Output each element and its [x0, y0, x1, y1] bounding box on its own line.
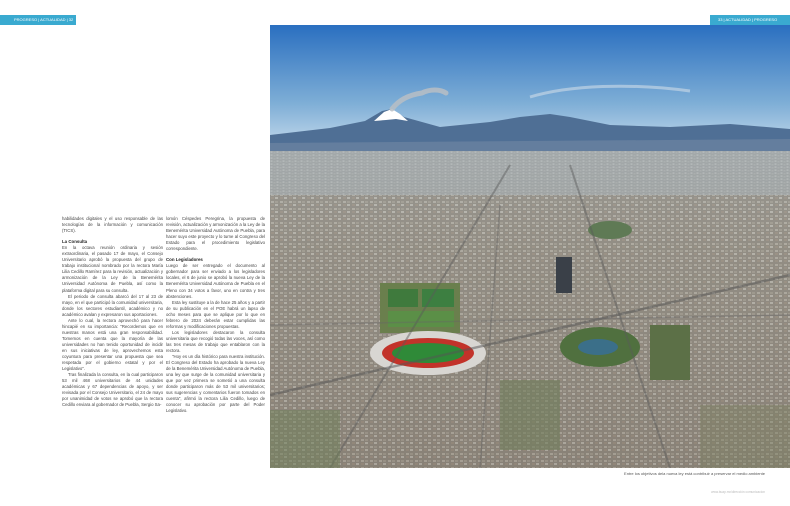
header-left-text: PROGRESO | ACTUALIDAD | 32: [14, 17, 74, 22]
body-paragraph: Los legisladores destacaron la consulta universitaria que recogió todas las voces, así como las tres mesas de trabajo que entablaron con la rectora.: [166, 329, 265, 353]
body-paragraph: Luego de ser entregado el documento al gobernador para ser enviado a los legisladores locales, el 6 de junio se aprobó la nueva Ley de la Benemérita Universidad Autónoma de Puebla en el Pleno con 34 votos a favor, uno en contra y tres abstenciones.: [166, 263, 265, 299]
intro-paragraph: habilidades digitales y el uso responsable de las tecnologías de la información y comunicación (TICS).: [62, 216, 163, 234]
body-paragraph: Tras finalizada la consulta, en la cual participaron 53 mil 468 universitarios de 44 unidades académicas y 67 dependencias de apoyo, y ser revisada por el Consejo Universitario, el 24 de mayo por unanimidad de votos se aprobó que la rectora Cedillo enviara al gobernador de Puebla, Sergio Sa-: [62, 372, 163, 408]
body-paragraph: Esta ley sustituye a la de hace 25 años y a partir de su publicación en el POE habrá un lapso de ocho meses para que se aplique por lo que en febrero de 2024 deberán estar cumplidas las reformas y modificaciones propuestas.: [166, 299, 265, 329]
body-paragraph: Ante lo cual, la rectora aprovechó para hacer hincapié en su importancia: "Recordemos que en nuestras manos está una gran responsabilidad. Tomemos en cuenta que la mayoría de las universidades no han tenido oportunidad de incidir en sus iniciativas de ley, aprovechemos esta coyuntura para presentar una propuesta que sea respetada por el gobierno estatal y por el Legislativo".: [62, 317, 163, 372]
section-heading-consulta: La Consulta: [62, 239, 88, 245]
text-column-left: [62, 216, 163, 408]
body-paragraph: El periodo de consulta abarcó del 17 al 23 de mayo, en el que participó la comunidad universitaria, donde los sectores estudiantil, académico y no académico avalan y expresaron sus aportaciones.: [62, 293, 163, 317]
text-column-right: [166, 216, 265, 415]
aerial-city-photo: [270, 25, 790, 468]
body-paragraph: "Hoy es un día histórico para nuestra institución. El Congreso del Estado ha aprobado la nueva Ley de la Benemérita Universidad Autónoma de Puebla, una ley que surge de la comunidad universitaria y que por vez primera se sometió a una consulta donde participaron más de 53 mil universitarios; sus sugerencias y comentarios fueron tomados en cuenta", afirmó la rectora Lilia Cedillo, luego de conocer su aprobación por parte del Poder Legislativo.: [166, 354, 265, 414]
section-heading-legisladores: Con Legisladores: [166, 257, 203, 263]
header-tab-left: [0, 15, 76, 25]
footer-note: www.buap.mx/dirección comunicacion: [711, 490, 765, 494]
body-paragraph: lomón Céspedes Peregrina, la propuesta de revisión, actualización y armonización a la Ley de la Benemérita Universidad Autónoma de Puebla, para hacer suyo este proyecto y lo turne al Congreso del Estado para el procedimiento legislativo correspondiente.: [166, 216, 265, 252]
body-paragraph: En la octava reunión ordinaria y sesión extraordinaria, el pasado 17 de mayo, el Consejo Universitario aprobó la propuesta del grupo de trabajo institucional nombrado por la rectora María Lilia Cedillo Ramírez para la revisión, actualización y armonización de la Ley de la Benemérita Universidad Autónoma de Puebla, así como la plataforma digital para su consulta.: [62, 245, 163, 293]
aerial-city-image: [270, 25, 790, 468]
photo-caption: Entre los objetivos dela nueva ley está contribuir a preservar el medio ambiente: [624, 471, 765, 476]
header-tab-right: [710, 15, 790, 25]
header-right-text: 33 | ACTUALIDAD | PROGRESO: [718, 17, 778, 22]
